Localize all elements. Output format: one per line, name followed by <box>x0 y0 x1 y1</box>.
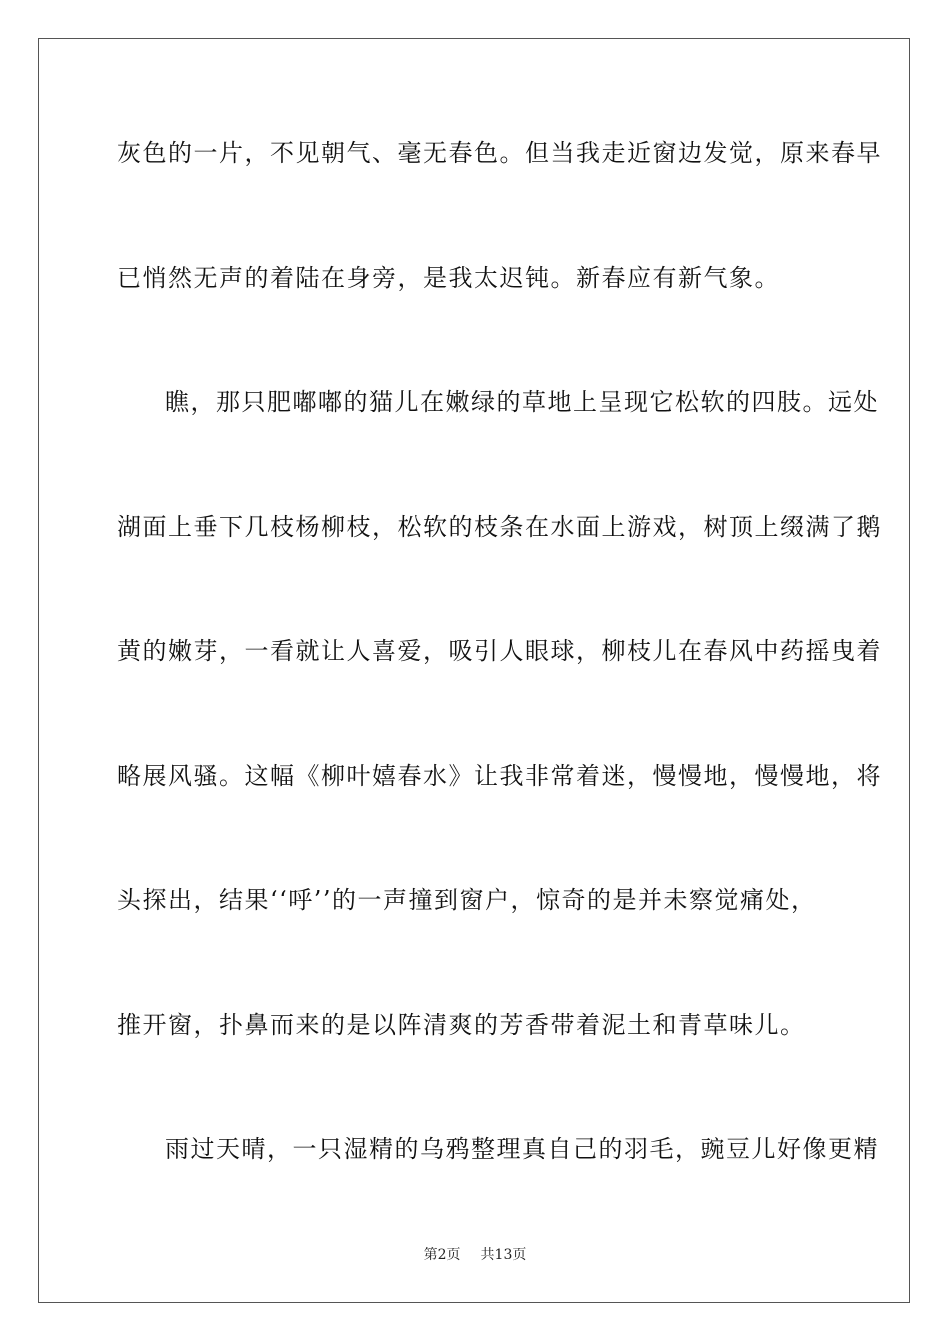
text-line: 已悄然无声的着陆在身旁，是我太迟钝。新春应有新气象。 <box>117 264 780 292</box>
page-footer <box>0 1246 950 1264</box>
page-number: 第2页 <box>423 1247 461 1263</box>
page-frame <box>38 38 910 1303</box>
text-line: 黄的嫩芽，一看就让人喜爱，吸引人眼球，柳枝儿在春风中药摇曳着 <box>117 637 882 665</box>
text-line: 湖面上垂下几枝杨柳枝，松软的枝条在水面上游戏，树顶上缀满了鹅 <box>117 513 882 541</box>
text-line: 略展风骚。这幅《柳叶嬉春水》让我非常着迷，慢慢地，慢慢地，将 <box>117 762 882 790</box>
paragraph-start-line: 瞧，那只肥嘟嘟的猫儿在嫩绿的草地上呈现它松软的四肢。远处 <box>165 388 879 416</box>
paragraph-start-line: 雨过天晴，一只湿精的乌鸦整理真自己的羽毛，豌豆儿好像更精 <box>165 1135 879 1163</box>
text-line: 推开窗，扑鼻而来的是以阵清爽的芳香带着泥土和青草味儿。 <box>117 1011 806 1039</box>
text-line: 头探出，结果‘‘呼’’的一声撞到窗户，惊奇的是并未察觉痛处， <box>117 886 817 914</box>
page-total: 共13页 <box>480 1247 527 1263</box>
text-line: 灰色的一片，不见朝气、毫无春色。但当我走近窗边发觉，原来春早 <box>117 139 882 167</box>
